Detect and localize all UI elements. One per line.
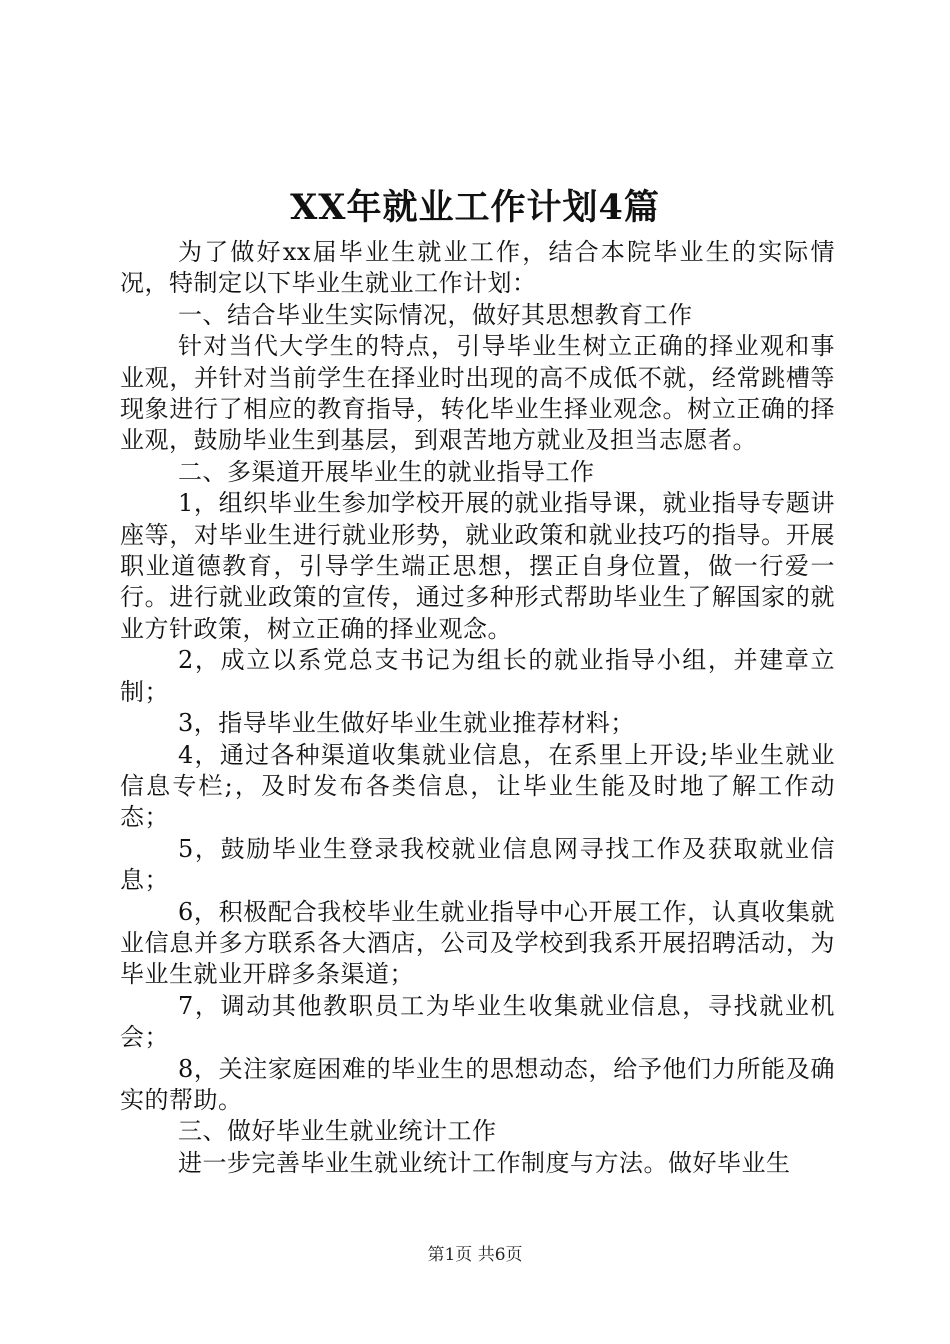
intro-paragraph: 为了做好xx届毕业生就业工作，结合本院毕业生的实际情况，特制定以下毕业生就业工作计划： <box>120 238 835 298</box>
list-item-5: 5，鼓励毕业生登录我校就业信息网寻找工作及获取就业信息； <box>120 834 835 895</box>
section-heading-1: 一、结合毕业生实际情况，做好其思想教育工作 <box>178 300 693 329</box>
list-item-2: 2，成立以系党总支书记为组长的就业指导小组，并建章立制； <box>120 646 835 706</box>
body-paragraph-continued: 进一步完善毕业生就业统计工作制度与方法。做好毕业生 <box>178 1148 791 1177</box>
section-heading-2: 二、多渠道开展毕业生的就业指导工作 <box>178 457 595 486</box>
list-item-7: 7，调动其他教职员工为毕业生收集就业信息，寻找就业机会； <box>120 991 835 1052</box>
page-number-footer: 第1页 共6页 <box>427 1245 523 1265</box>
list-item-1: 1，组织毕业生参加学校开展的就业指导课，就业指导专题讲座等，对毕业生进行就业形势，就业政策和就业技巧的指导。开展职业道德教育，引导学生端正思想，摆正自身位置，做一行爱一行。进行就业政策的宣传，通过多种形式帮助毕业生了解国家的就业方针政策，树立正确的择业观念。 <box>120 489 835 643</box>
document-body <box>120 237 835 1179</box>
list-item-4: 4，通过各种渠道收集就业信息，在系里上开设;毕业生就业信息专栏;，及时发布各类信息，让毕业生能及时地了解工作动态； <box>120 740 835 832</box>
list-item-8: 8，关注家庭困难的毕业生的思想动态，给予他们力所能及确实的帮助。 <box>120 1054 835 1114</box>
section-heading-3: 三、做好毕业生就业统计工作 <box>178 1117 497 1146</box>
list-item-3: 3，指导毕业生做好毕业生就业推荐材料； <box>178 709 635 738</box>
list-item-6: 6，积极配合我校毕业生就业指导中心开展工作，认真收集就业信息并多方联系各大酒店，公司及学校到我系开展招聘活动，为毕业生就业开辟多条渠道； <box>120 897 835 989</box>
body-paragraph: 针对当代大学生的特点，引导毕业生树立正确的择业观和事业观，并针对当前学生在择业时出现的高不成低不就，经常跳槽等现象进行了相应的教育指导，转化毕业生择业观念。树立正确的择业观，鼓励毕业生到基层，到艰苦地方就业及担当志愿者。 <box>120 332 835 455</box>
document-title: XX年就业工作计划4篇 <box>290 187 660 228</box>
